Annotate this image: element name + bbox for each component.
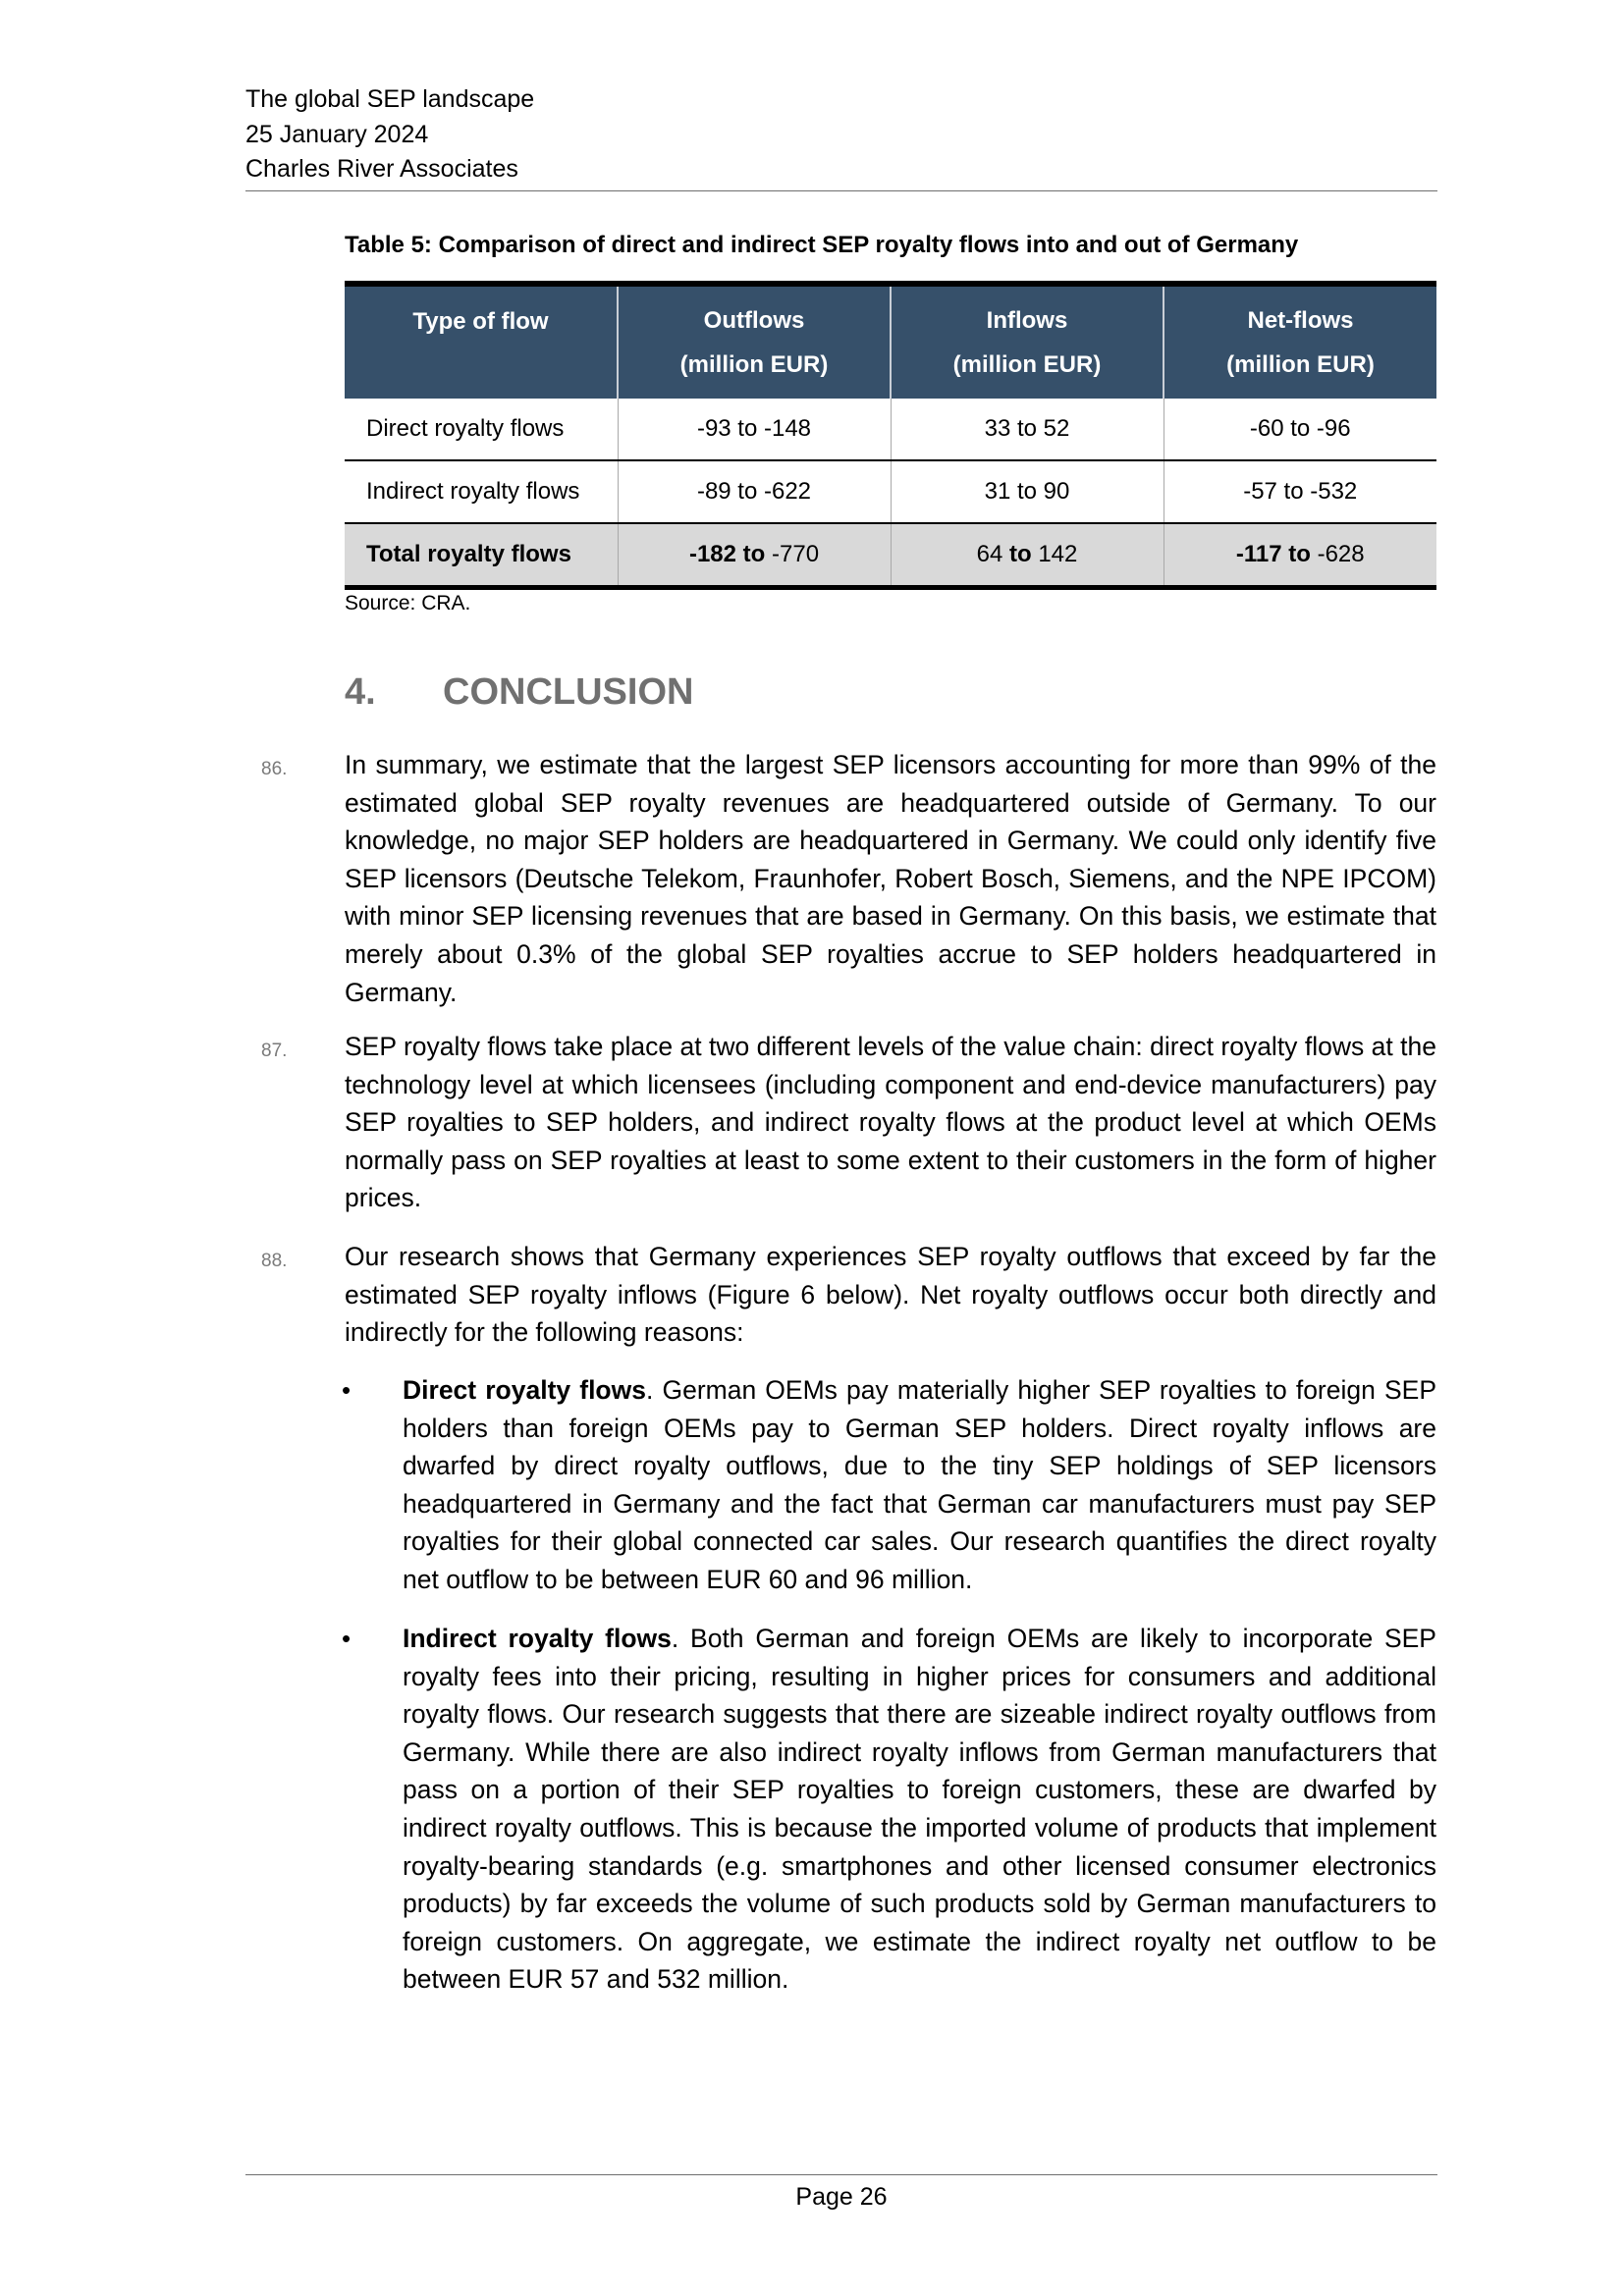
cell-inflows: 33 to 52: [891, 399, 1164, 460]
range-end: -628: [1317, 541, 1365, 567]
header-date: 25 January 2024: [245, 120, 429, 148]
cell-total-type: Total royalty flows: [345, 523, 618, 588]
bullet-marker: •: [342, 1375, 352, 1405]
range-start: -117: [1235, 541, 1282, 567]
cell-total-outflows: [618, 523, 891, 588]
header-organisation: Charles River Associates: [245, 155, 518, 183]
bullet-item: [403, 1371, 1436, 1599]
range-start: 64: [976, 541, 1003, 567]
paragraph: In summary, we estimate that the largest SEP licensors accounting for more than 99% of the estimated global SEP royalty revenues are headquartered outside of Germany. To our knowledge, no major SEP holders are headquartered in Germany. We could only identify five SEP licensors (Deutsche Telekom, Fraunhofer, Robert Bosch, Siemens, and the NPE IPCOM) with minor SEP licensing revenues that are based in Germany. On this basis, we estimate that merely about 0.3% of the global SEP royalties accrue to SEP holders headquartered in Germany.: [345, 750, 1436, 1007]
column-header-label: Net-flows: [1247, 307, 1354, 334]
table-header-row: [345, 284, 1436, 399]
paragraph-number: 86.: [261, 759, 288, 779]
table-caption: Table 5: Comparison of direct and indirect SEP royalty flows into and out of Germany: [345, 232, 1299, 258]
bullet-lead: Direct royalty flows: [403, 1375, 646, 1405]
range-end: -770: [772, 541, 820, 567]
column-header-type: [345, 284, 618, 399]
bullet-item: [403, 1620, 1436, 1999]
paragraph: SEP royalty flows take place at two different levels of the value chain: direct royalty flows at the technology level at which licensees (including component and end-device manufacturers) pay SEP royalties to SEP holders, and indirect royalty flows at the product level at which OEMs normally pass on SEP royalties at least to some extent to their customers in the form of higher prices.: [345, 1032, 1436, 1213]
page-header: [245, 82, 1437, 191]
column-header-outflows: [618, 284, 891, 399]
cell-type: Indirect royalty flows: [345, 460, 618, 523]
table-source: Source: CRA.: [345, 592, 471, 614]
range-start: -182: [688, 541, 736, 567]
range-end: 142: [1038, 541, 1078, 567]
column-header-label: Outflows: [703, 307, 805, 334]
section-title: CONCLUSION: [443, 671, 694, 713]
bullet-text: . Both German and foreign OEMs are likely to incorporate SEP royalty fees into their pricing, resulting in higher prices for consumers and additional royalty flows. Our research suggests that there are sizeable indirect royalty outflows from Germany. While there are also indirect royalty inflows from German manufacturers that pass on a portion of their SEP royalties to foreign customers, these are dwarfed by indirect royalty outflows. This is because the imported volume of products that implement royalty-bearing standards (e.g. smartphones and other licensed consumer electronics products) by far exceeds the volume of such products sold by German manufacturers to foreign customers. On aggregate, we estimate the indirect royalty net outflow to be between EUR 57 and 532 million.: [403, 1624, 1436, 1995]
column-header-inflows: [891, 284, 1164, 399]
cell-netflows: -57 to -532: [1164, 460, 1436, 523]
bullet-lead: Indirect royalty flows: [403, 1624, 672, 1653]
table-total-row: [345, 523, 1436, 588]
column-header-unit: (million EUR): [679, 351, 829, 378]
paragraph-number: 88.: [261, 1251, 288, 1271]
bullet-text: . German OEMs pay materially higher SEP royalties to foreign SEP holders than foreign OEMs pay to German SEP holders. Direct royalty inflows are dwarfed by direct royalty outflows, due to the tiny SEP holdings of SEP licensors headquartered in Germany and the fact that German car manufacturers must pay SEP royalties for their global connected car sales. Our research quantifies the direct royalty net outflow to be between EUR 60 and 96 million.: [403, 1375, 1437, 1594]
column-header-label: Type of flow: [412, 307, 549, 335]
page-number: Page 26: [795, 2183, 888, 2211]
cell-netflows: -60 to -96: [1164, 399, 1436, 460]
cell-type: Direct royalty flows: [345, 399, 618, 460]
range-to: to: [1288, 541, 1311, 567]
range-to: to: [1009, 541, 1032, 567]
section-heading: [345, 671, 693, 714]
cell-total-netflows: [1164, 523, 1436, 588]
paragraph: Our research shows that Germany experiences SEP royalty outflows that exceed by far the estimated SEP royalty inflows (Figure 6 below). Net royalty outflows occur both directly and indirectly for the following reasons:: [345, 1242, 1436, 1348]
bullet-marker: •: [342, 1624, 352, 1653]
cell-outflows: -93 to -148: [618, 399, 891, 460]
range-to: to: [742, 541, 766, 567]
table-row: [345, 399, 1436, 460]
header-report-title: The global SEP landscape: [245, 85, 535, 113]
cell-inflows: 31 to 90: [891, 460, 1164, 523]
cell-outflows: -89 to -622: [618, 460, 891, 523]
column-header-label: Inflows: [986, 307, 1068, 334]
cell-total-inflows: [891, 523, 1164, 588]
footer-divider: [245, 2174, 1437, 2175]
royalty-flows-table: [345, 281, 1436, 590]
table-row: [345, 460, 1436, 523]
paragraph-number: 87.: [261, 1041, 288, 1061]
column-header-unit: (million EUR): [952, 351, 1102, 378]
section-number: 4.: [345, 671, 376, 713]
column-header-netflows: [1164, 284, 1436, 399]
column-header-unit: (million EUR): [1226, 351, 1375, 378]
